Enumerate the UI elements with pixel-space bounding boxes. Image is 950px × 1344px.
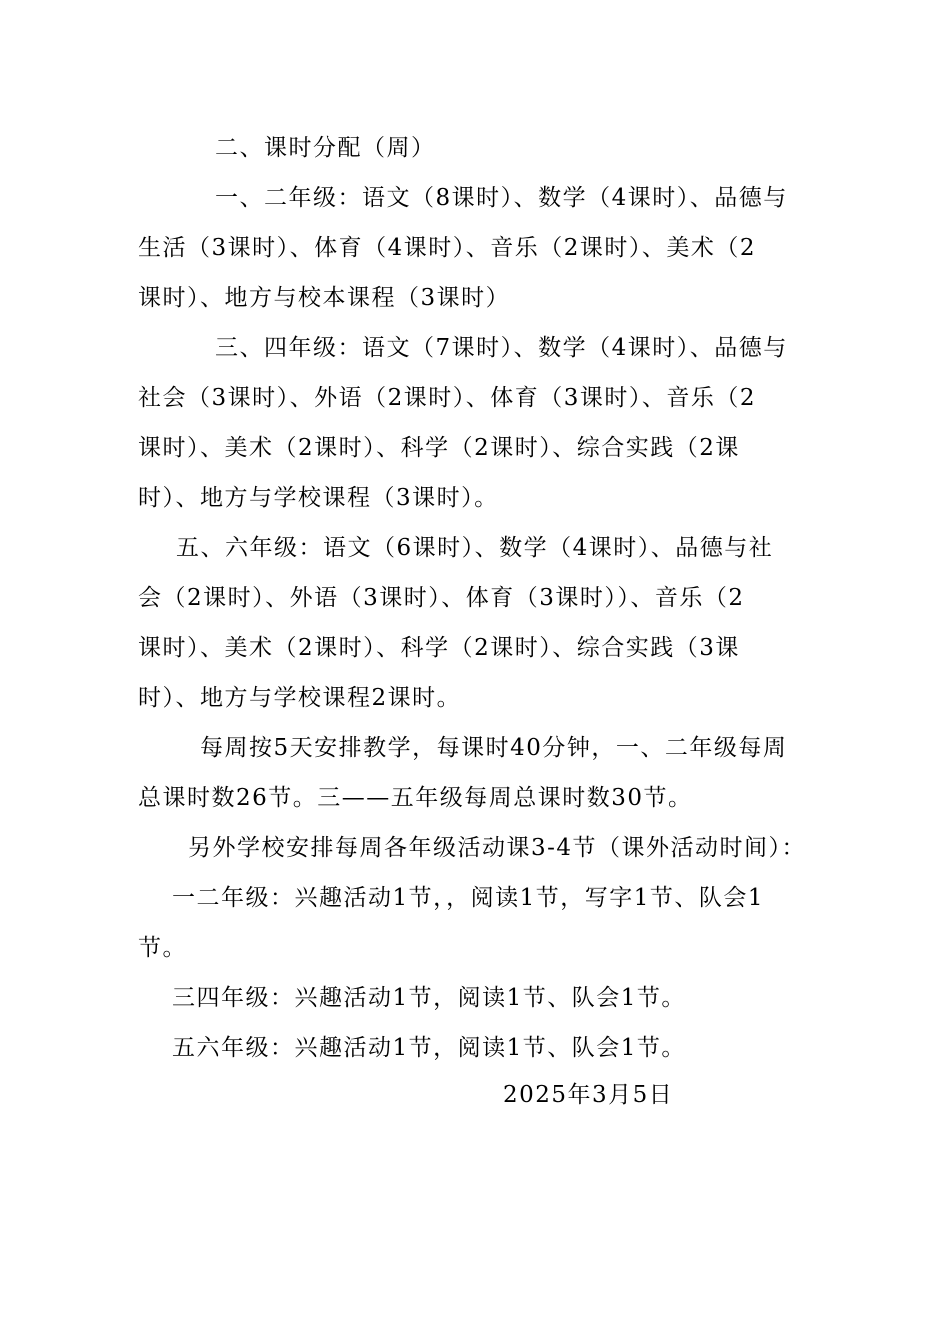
paragraph-line: 五六年级：兴趣活动1节，阅读1节、队会1节。 (172, 1035, 686, 1061)
paragraph-line: 时）、地方与学校课程（3课时）。 (138, 485, 499, 511)
paragraph-line: 社会（3课时）、外语（2课时）、体育（3课时）、音乐（2 (138, 385, 757, 411)
paragraph-line: 三、四年级：语文（7课时）、数学（4课时）、品德与 (215, 335, 788, 361)
paragraph-line: 会（2课时）、外语（3课时）、体育（3课时））、音乐（2 (138, 585, 745, 611)
paragraph-line: 课时）、地方与校本课程（3课时） (138, 285, 511, 311)
paragraph-line: 一二年级：兴趣活动1节，，阅读1节，写字1节、队会1 (172, 885, 765, 911)
paragraph-line: 五、六年级：语文（6课时）、数学（4课时）、品德与社 (176, 535, 774, 561)
paragraph-line: 另外学校安排每周各年级活动课3-4节（课外活动时间）： (188, 835, 807, 861)
paragraph-line: 课时）、美术（2课时）、科学（2课时）、综合实践（2课 (138, 435, 740, 461)
paragraph-line: 课时）、美术（2课时）、科学（2课时）、综合实践（3课 (138, 635, 740, 661)
paragraph-line: 时）、地方与学校课程2课时。 (138, 685, 462, 711)
paragraph-line: 生活（3课时）、体育（4课时）、音乐（2课时）、美术（2 (138, 235, 757, 261)
document-date: 2025年3月5日 (503, 1082, 674, 1108)
paragraph-line: 一、二年级：语文（8课时）、数学（4课时）、品德与 (215, 185, 788, 211)
paragraph-line: 节。 (138, 935, 187, 961)
paragraph-line: 每周按5天安排教学，每课时40分钟，一、二年级每周 (200, 735, 788, 761)
section-heading: 二、课时分配（周） (215, 135, 436, 161)
paragraph-line: 三四年级：兴趣活动1节，阅读1节、队会1节。 (172, 985, 686, 1011)
paragraph-line: 总课时数26节。三——五年级每周总课时数30节。 (138, 785, 693, 811)
